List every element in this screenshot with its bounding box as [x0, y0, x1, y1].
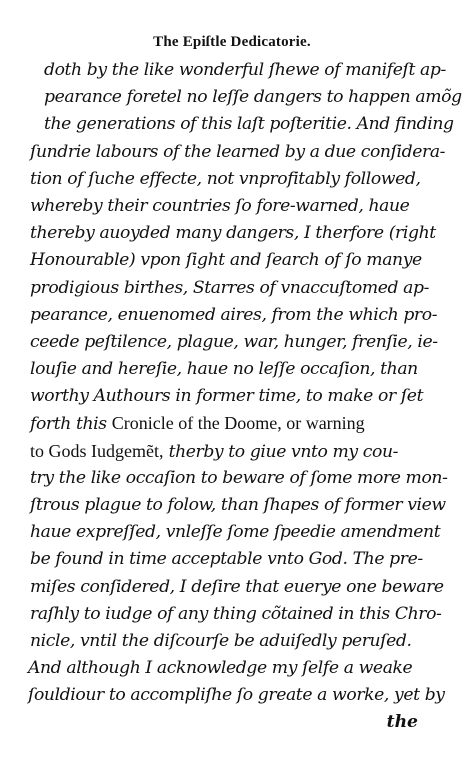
text-line: louſie and hereſie, haue no leſſe occaſion, than	[30, 359, 418, 380]
text-line: whereby their countries ſo fore-warned, haue	[30, 195, 410, 216]
cronicle-title: Cronicle of the Doome, or warning	[111, 413, 365, 434]
text-line: pearance, enuenomed aires, from the which pro-	[30, 304, 438, 325]
text-line: ſundrie labours of the learned by a due conſidera-	[30, 141, 446, 162]
text-line: the generations of this laſt poſteritie. And finding	[44, 114, 454, 135]
body-text	[28, 57, 462, 710]
text-line	[28, 410, 430, 437]
text-line: raſhly to iudge of any thing cõtained in this Chro-	[30, 603, 442, 624]
text-line: tion of ſuche effecte, not vnprofitably followed,	[30, 168, 421, 189]
text-line: pearance foretel no leſſe dangers to happen amõg	[44, 87, 462, 108]
text-line: thereby auoyded many dangers, I therfore (right	[30, 223, 436, 244]
text-line: nicle, vntil the diſcourſe be aduiſedly peruſed.	[30, 630, 412, 651]
text-line: prodigious birthes, Starres of vnaccuſtomed ap-	[30, 277, 430, 298]
running-head: The Epiſtle Dedicatorie.	[153, 34, 311, 50]
text-line: ſtrous plague to folow, than ſhapes of former view	[30, 495, 446, 515]
text-line: Honourable) vpon ſight and ſearch of ſo manye	[30, 250, 422, 271]
text-line: worthy Authours in former time, to make or ſet	[30, 386, 424, 407]
text-line	[28, 438, 430, 465]
text-line-italic: forth this	[30, 414, 107, 435]
text-line-roman: to Gods Iudgemẽt,	[30, 440, 164, 461]
catchword: the	[386, 712, 418, 732]
text-line: be found in time acceptable vnto God. The pre-	[30, 549, 423, 570]
text-line: And although I acknowledge my ſelfe a weake	[28, 658, 413, 679]
text-line-italic: therby to giue vnto my cou-	[168, 441, 399, 462]
text-line: try the like occaſion to beware of ſome more mon-	[30, 467, 448, 488]
text-line: ſouldiour to accompliſhe ſo greate a worke, yet by	[28, 685, 445, 706]
text-line: doth by the like wonderful ſhewe of manifeſt ap-	[44, 60, 446, 80]
text-line: ceede peſtilence, plague, war, hunger, frenſie, ie-	[30, 331, 438, 352]
text-line: miſes conſidered, I deſire that euerye one beware	[30, 576, 444, 597]
text-line: haue expreſſed, vnleſſe ſome ſpeedie amendment	[30, 522, 441, 543]
